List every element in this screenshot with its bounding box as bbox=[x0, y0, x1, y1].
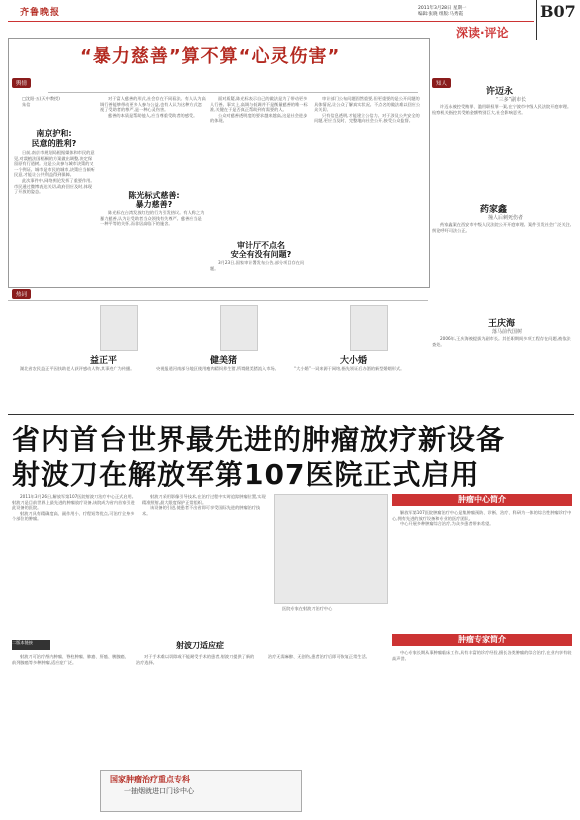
ad-subtitle: 一抽烟就进口门诊中心 bbox=[124, 787, 194, 795]
headline-rule bbox=[48, 92, 418, 93]
newspaper-logo: 齐鲁晚报 bbox=[20, 8, 61, 18]
profile-name-3: 王庆海 bbox=[488, 319, 516, 329]
issue-date: 2011年3月28日 星期一 bbox=[418, 6, 467, 11]
hot-body-1: 湖北省农民益正平因扶助老人获评感动人物,其事迹广为传播。 bbox=[20, 366, 135, 371]
tag-zhiren: 知人 bbox=[432, 78, 451, 88]
sub-col-1: 射波刀可治疗颅内肿瘤、脊柱肿瘤、肺癌、肝癌、胰腺癌、前列腺癌等多种肿瘤,适应症广泛。 bbox=[12, 654, 129, 665]
article-col-2: 射波刀采用影像引导技术,在治疗过程中实时追踪肿瘤位置,实现精准照射,最大限度保护正常组织。 该设备的引进,使患者不出省即可享受国际先进的肿瘤治疗技术。 bbox=[142, 494, 266, 516]
hot-name-2: 健美猪 bbox=[210, 356, 238, 366]
ad-title: 国家肿瘤治疗重点专科 bbox=[110, 775, 190, 784]
box-center-intro: 肿瘤中心简介 bbox=[392, 494, 572, 506]
main-headline-1: 省内首台世界最先进的肿瘤放疗新设备 bbox=[12, 423, 506, 456]
mid-col-body-5: 审计部门公布问题固然重要,但更重要的是公开问题的具体情况,让公众了解真实状况。不点名的做法难以回应公众关切。 只有信息透明,才能建立公信力。对于涉及公共安全的问题,更应当及时、完整地向社会公开,接受公众监督。 bbox=[314, 96, 421, 124]
left-col-subtitle: 民意的胜利? bbox=[31, 139, 77, 148]
mid-col-body-2: 陈光标在台湾发放红包的行为引发热议。有人称之为暴力慈善,认为让受助者当众领钱有失尊严。慈善应当是一种平等的关怀,而非居高临下的施舍。 bbox=[100, 210, 205, 227]
article-col-1: 2011年3月26日,解放军第107医院射波刀治疗中心正式启用。射波刀是目前世界上最先进的肿瘤放疗设备,该院成为省内首家引进此设备的医院。 射波刀具有精确度高、副作用小、疗程短等优点,可治疗全身多个部位的肿瘤。 bbox=[12, 494, 136, 522]
mid-col-subtitle: 暴力慈善? bbox=[135, 200, 173, 209]
profile-name-2: 药家鑫 bbox=[480, 205, 508, 215]
mid-col-body-4: 3月23日,国家审计署发布公告,部分项目存在问题。 bbox=[210, 260, 305, 271]
mid-col-subtitle-2: 安全有没有问题? bbox=[230, 250, 292, 259]
hot-name-3: 大小婚 bbox=[340, 356, 368, 366]
header-divider bbox=[536, 0, 537, 40]
mid-col-body-3: 面对质疑,陈光标表示自己的做法是为了带动更多人行善。事实上,高调与低调并不是衡量慈善的唯一标准,关键在于是否真正帮助到有需要的人。 公众对慈善透明度的要求越来越高,这是社会进步的体现。 bbox=[210, 96, 308, 124]
main-headline-2: 射波刀在解放军第107医院正式启用 bbox=[12, 458, 480, 491]
profile-body-2: 药家鑫案在西安市中级人民法院公开开庭审理。案件引发社会广泛关注,舆论呼吁司法公正。 bbox=[432, 222, 572, 233]
main-rule bbox=[8, 414, 574, 415]
mid-col-body-1: 对于富人慈善的形式,社会存在不同看法。有人认为高调行善能够带动更多人参与公益,也有人认为这种方式忽视了受助者的尊严,是一种心灵伤害。 慈善的本质是帮助他人,应当尊重受助者的感受。 bbox=[100, 96, 206, 118]
sub-headline: 射波刀适应症 bbox=[176, 641, 224, 650]
editor-line: 编辑:张晓 组版:马秀霞 bbox=[418, 12, 463, 17]
opinion-headline: “暴力慈善”算不算“心灵伤害” bbox=[80, 46, 341, 67]
photo-caption: 医院专家在射波刀治疗中心 bbox=[282, 606, 333, 611]
box-expert-intro: 肿瘤专家简介 bbox=[392, 634, 572, 646]
hot-photo-2 bbox=[220, 305, 258, 351]
profile-body-1: 许迈永被控受贿罪、滥用职权罪一案,在宁波市中级人民法院开庭审理。检察机关指控其受贿金额特别巨大,社会影响恶劣。 bbox=[432, 104, 572, 115]
profile-sub-3: 落马前代国树 bbox=[492, 329, 523, 335]
expert-intro-body: 中心专家长期从事肿瘤临床工作,具有丰富的诊疗经验,擅长各类肿瘤的综合治疗,在业内享有较高声誉。 bbox=[392, 650, 572, 661]
hot-body-2: 央视报道河南部分地区使用瘦肉精饲养生猪,所谓健美猪流入市场。 bbox=[156, 366, 279, 371]
profile-body-3: 2006年,王庆海被提拔为副市长。其任职期间多项工程存在问题,被依法查处。 bbox=[432, 336, 571, 347]
left-col-intro: □沈阳·五(天中教授) 朱信 bbox=[22, 96, 60, 107]
article-photo bbox=[274, 494, 388, 604]
sub-col-2: 对于手术难以切除或不能耐受手术的患者,射波刀提供了新的治疗选择。 bbox=[136, 654, 255, 665]
hot-body-3: “大小婚”一词来源于网络,指先领证后办酒的新型婚姻形式。 bbox=[294, 366, 405, 371]
mid-col-title-2: 审计厅不点名 bbox=[237, 241, 285, 250]
tag-hot: 热词 bbox=[12, 289, 31, 299]
hot-name-1: 益正平 bbox=[90, 356, 118, 366]
center-intro-body: 解放军第107医院肿瘤治疗中心是集肿瘤预防、诊断、治疗、科研为一体的综合性肿瘤诊疗中心,拥有先进的放疗设备和专业的医疗团队。 中心开展多种肿瘤综合治疗,为众多患者带来希望。 bbox=[392, 510, 572, 527]
page-number: B07 bbox=[540, 2, 576, 21]
sub-tag: 二版本链接 bbox=[12, 640, 50, 650]
hot-photo-3 bbox=[350, 305, 388, 351]
hot-rule bbox=[8, 300, 428, 301]
header-rule bbox=[8, 21, 534, 22]
section-title: 深读·评论 bbox=[456, 26, 509, 40]
left-col-title: 南京护和: bbox=[36, 129, 72, 138]
profile-sub-1: “三多”副市长 bbox=[496, 97, 527, 103]
left-col-body: 日前,南京市规划局根据媒体和市民的意见,对栽植法国梧桐的方案做出调整,决定保留原有行道树。这是公众参与城市决策的又一个例证。城市是市民的城市,决策应当倾听民意,才能让公共利益得到保障。 此次事件中,网络舆论发挥了重要作用。市民通过微博表达关切,政府回应及时,体现了开放的姿态。 bbox=[14, 150, 95, 195]
profile-sub-2: 撞人后刺死伤者 bbox=[488, 215, 524, 221]
hot-photo-1 bbox=[100, 305, 138, 351]
tag-yuqing: 舆情 bbox=[12, 78, 31, 88]
profile-name-1: 许迈永 bbox=[486, 87, 514, 97]
mid-col-title: 陈光标式慈善: bbox=[128, 191, 180, 200]
sub-col-3: 治疗无需麻醉、无创伤,患者治疗后即可恢复正常生活。 bbox=[268, 654, 370, 659]
